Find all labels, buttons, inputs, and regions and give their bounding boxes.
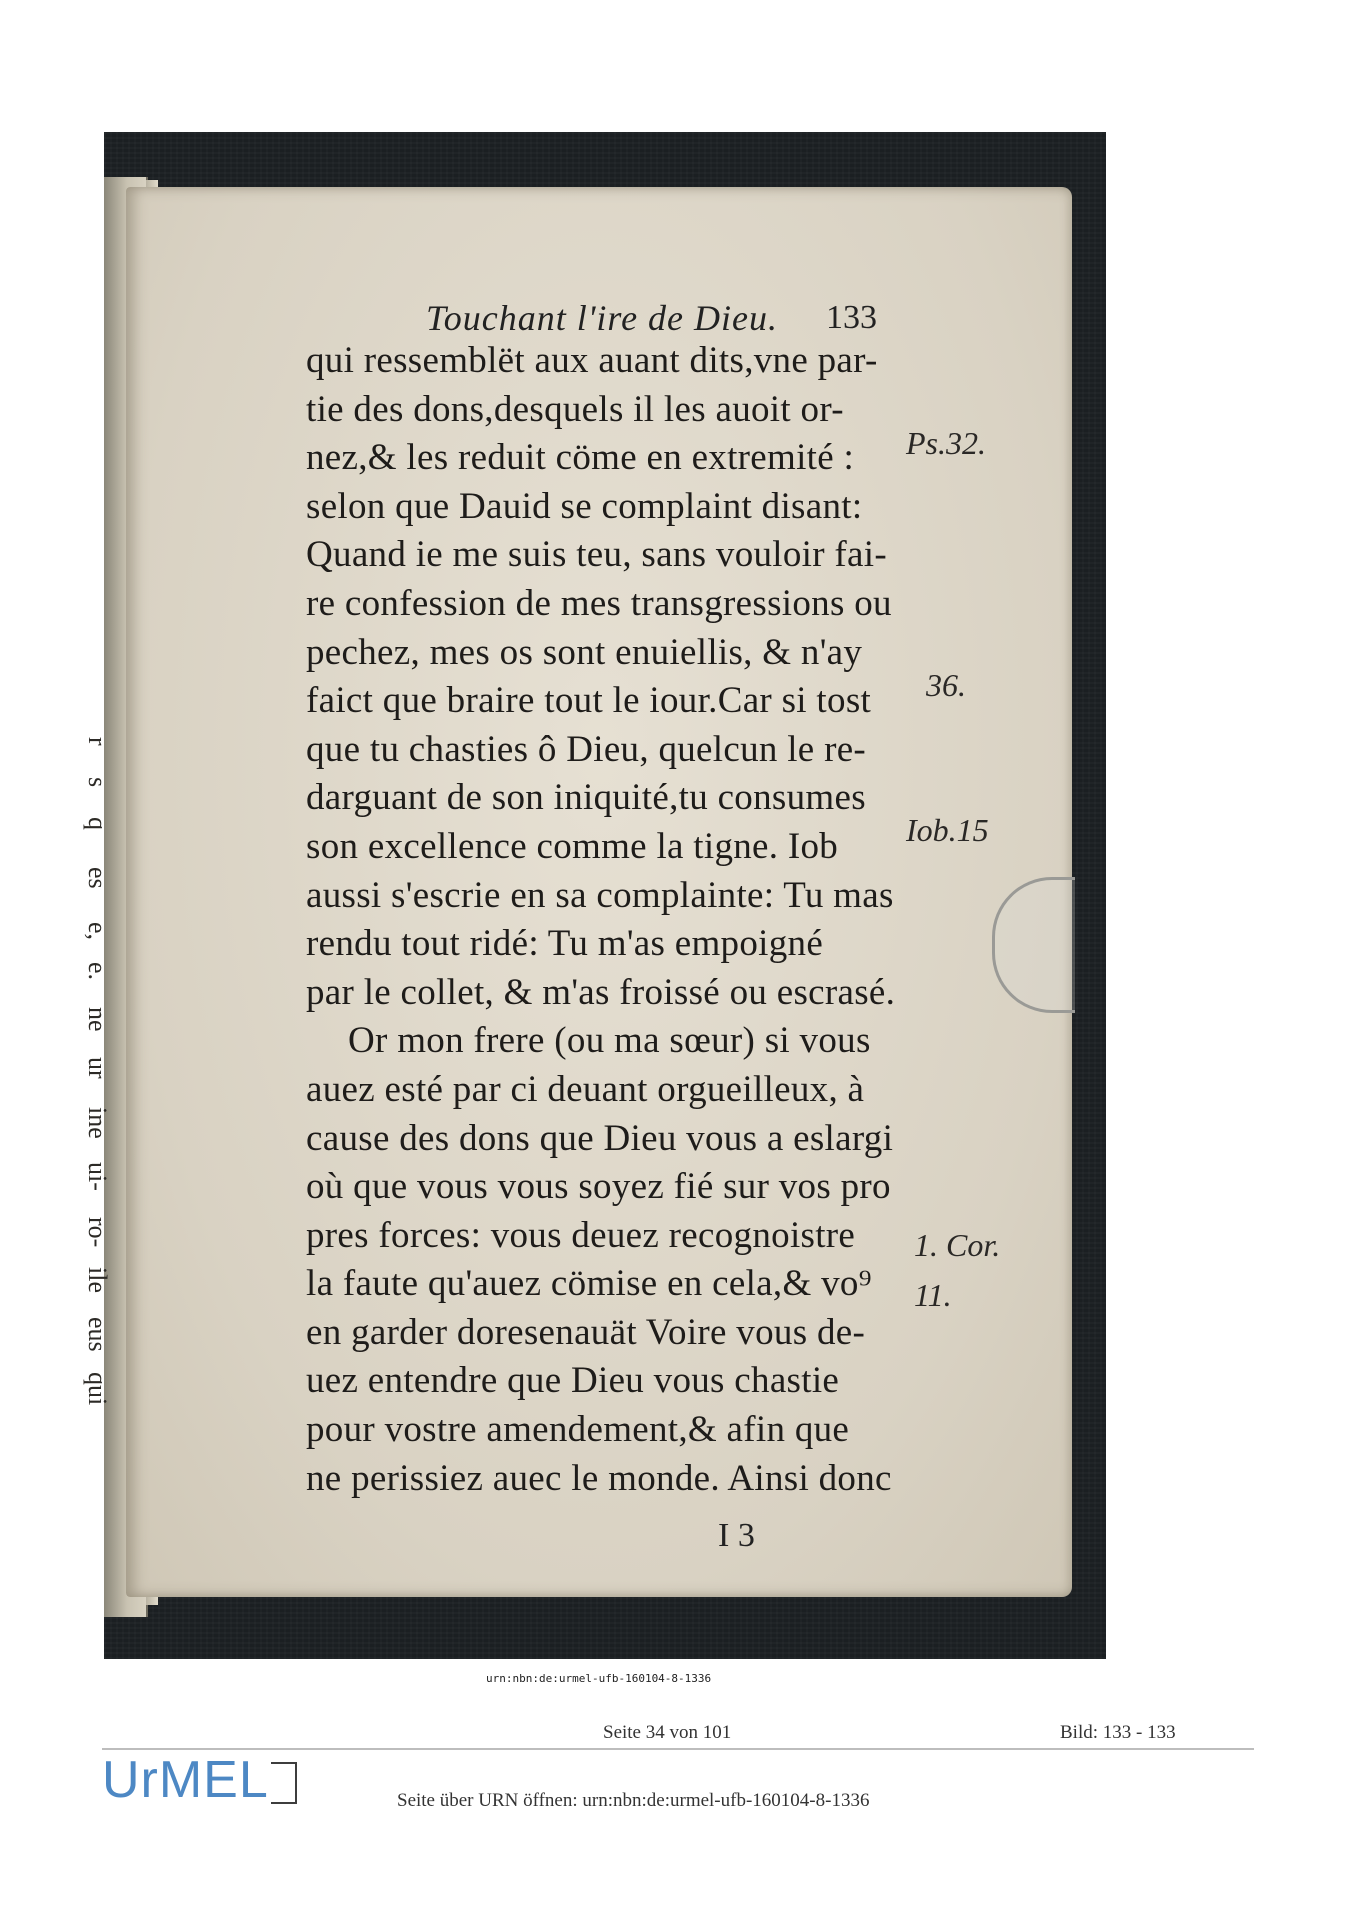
footer-divider — [102, 1748, 1254, 1750]
text-line: qui ressemblët aux auant dits,vne par- — [306, 340, 878, 381]
page-number: 133 — [826, 299, 877, 336]
margin-note: 36. — [926, 667, 966, 703]
text-line: nez,& les reduit cöme en extremité : — [306, 437, 855, 479]
book-page — [126, 187, 1072, 1597]
text-line: auez esté par ci deuant orgueilleux, à — [306, 1068, 865, 1110]
prev-page-fragment: s — [83, 777, 112, 788]
image-counter: Bild: 133 - 133 — [1060, 1722, 1176, 1743]
logo-bracket-icon — [271, 1762, 297, 1804]
margin-note: Iob.15 — [906, 812, 989, 848]
text-line: selon que Dauid se complaint disant: — [306, 485, 863, 527]
page-text-block — [306, 337, 896, 1503]
text-line: par le collet, & m'as froissé ou escrasé. — [306, 971, 896, 1013]
prev-page-fragment: q — [83, 817, 112, 830]
prev-page-fragment: eus — [83, 1317, 112, 1352]
text-line: re confession de mes transgressions ou — [306, 582, 892, 624]
text-line: la faute qu'auez cömise en cela,& vo⁹ — [306, 1263, 872, 1305]
prev-page-fragment: es — [83, 867, 112, 889]
prev-page-fragment: e, — [83, 922, 112, 941]
text-line: tie des dons,desquels il les auoit or- — [306, 388, 844, 430]
text-line: faict que braire tout le iour.Car si tost — [306, 680, 872, 722]
text-line: Quand ie me suis teu, sans vouloir fai- — [306, 534, 887, 576]
text-line: en garder doresenauät Voire vous de- — [306, 1311, 866, 1353]
text-line: aussi s'escrie en sa complainte: Tu mas — [306, 874, 894, 916]
text-line: darguant de son iniquité,tu consumes — [306, 777, 866, 819]
logo-text: UrMEL — [102, 1751, 269, 1809]
prev-page-fragment: ro- — [83, 1217, 112, 1248]
prev-page-fragment: r — [83, 737, 112, 746]
text-line: que tu chasties ô Dieu, quelcun le re- — [306, 728, 867, 770]
prev-page-fragment: ne — [83, 1007, 112, 1032]
margin-note: 1. Cor. — [914, 1227, 1001, 1263]
signature-mark: I 3 — [718, 1517, 755, 1554]
running-head: Touchant l'ire de Dieu. — [426, 298, 779, 338]
prev-page-fragment: ui- — [83, 1162, 112, 1191]
text-line: son excellence comme la tigne. Iob — [306, 825, 839, 867]
urn-caption: urn:nbn:de:urmel-ufb-160104-8-1336 — [486, 1672, 712, 1685]
prev-page-fragment: qui — [83, 1372, 112, 1406]
urmel-logo[interactable] — [102, 1752, 297, 1808]
text-line: rendu tout ridé: Tu m'as empoigné — [306, 923, 824, 965]
text-line: uez entendre que Dieu vous chastie — [306, 1360, 840, 1402]
margin-note: 11. — [914, 1277, 952, 1313]
text-line: où que vous vous soyez fié sur vos pro — [306, 1166, 891, 1208]
prev-page-fragment: e. — [83, 962, 112, 981]
margin-note: Ps.32. — [906, 425, 986, 461]
text-line: cause des dons que Dieu vous a eslargi — [306, 1117, 894, 1159]
prev-page-fragment: ine — [83, 1107, 112, 1139]
text-line: pour vostre amendement,& afin que — [306, 1409, 850, 1451]
prev-page-fragment: ur — [83, 1057, 112, 1079]
text-line: ne perissiez auec le monde. Ainsi donc — [306, 1457, 892, 1499]
scanned-page-image — [83, 132, 1106, 1659]
urn-link[interactable]: Seite über URN öffnen: urn:nbn:de:urmel-ufb-160104-8-1336 — [397, 1790, 870, 1811]
text-line: pechez, mes os sont enuiellis, & n'ay — [306, 631, 863, 673]
prev-page-fragment: ile — [83, 1267, 112, 1293]
text-line: pres forces: vous deuez recognoistre — [306, 1214, 856, 1256]
text-line: Or mon frere (ou ma sœur) si vous — [348, 1020, 871, 1062]
page-counter: Seite 34 von 101 — [603, 1722, 732, 1743]
